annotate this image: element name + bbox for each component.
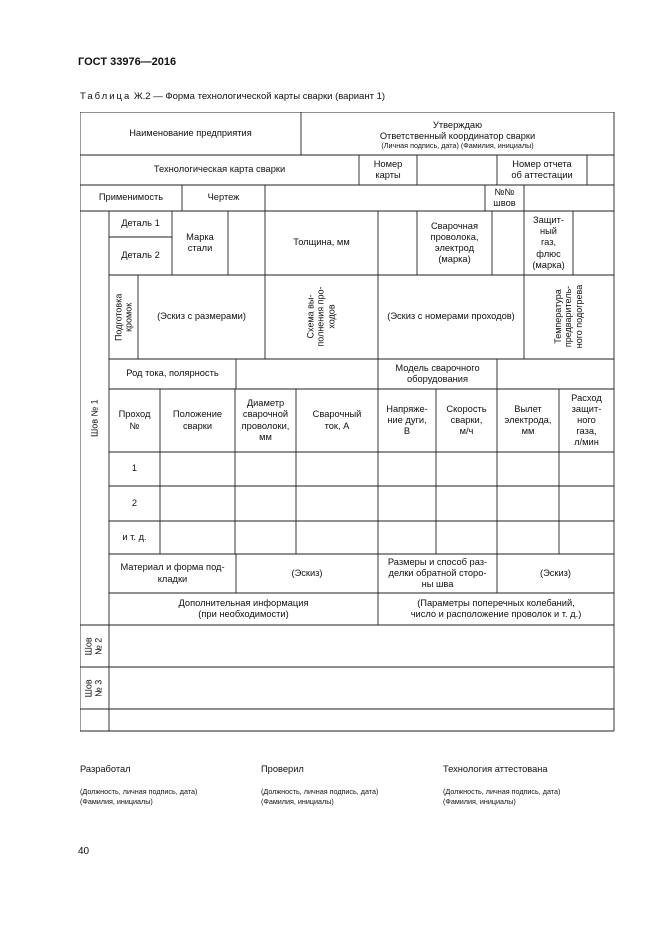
col-diameter-cell-text <box>242 398 290 443</box>
cell-text-line: сварки <box>182 420 213 431</box>
cell-text-line: № 3 <box>94 679 105 697</box>
applicability-cell-text <box>99 192 163 203</box>
steel-grade-cell <box>172 211 228 275</box>
shield-gas-cell-text <box>532 215 564 271</box>
preheat-temp-cell-text <box>553 285 584 348</box>
card-number-cell <box>359 155 417 185</box>
back-gouge-sketch-cell-text <box>540 568 571 579</box>
cell-text-line: Напряже- <box>386 403 428 414</box>
col-speed-cell <box>436 389 497 452</box>
extra-params-cell-text <box>411 598 582 620</box>
cell-text-line: газа, <box>576 426 597 437</box>
back-gouge-sketch-cell <box>497 554 614 593</box>
cell-text-line: ток, А <box>324 420 350 431</box>
cell-text-line: и т. д. <box>122 531 147 542</box>
drawing-cell-text <box>208 192 240 203</box>
col-gas-flow-cell <box>559 389 614 452</box>
seam3-label <box>80 667 109 709</box>
backing-cell-text <box>120 562 224 584</box>
cell-text-line: Ответственный координатор сварки <box>379 131 536 141</box>
pass-row-label-text <box>132 498 137 509</box>
cell-text-line: (Эскиз с размерами) <box>157 311 246 322</box>
cell-text-line: Сварочный <box>312 409 362 420</box>
col-position-cell <box>160 389 235 452</box>
seam-numbers-cell <box>485 185 524 211</box>
cell-text-line: проволока, <box>430 231 479 242</box>
cell-text-line: (марка) <box>438 254 471 265</box>
table-caption <box>80 91 385 102</box>
backing-sketch-cell <box>236 554 378 593</box>
org-name-cell-text <box>129 128 252 139</box>
shield-gas-cell <box>524 211 573 275</box>
cell-text-line: полнения про- <box>316 286 327 348</box>
seam3-label-text <box>84 679 105 697</box>
page-number: 40 <box>78 846 90 857</box>
current-type-cell-text <box>126 368 218 379</box>
org-name-cell <box>80 112 301 155</box>
cell-text-line: Защит- <box>533 215 564 226</box>
cell-text-line: электрода, <box>504 414 552 425</box>
cell-text-line: ны шва <box>421 579 454 590</box>
cell-text-line: Шов № 1 <box>89 399 100 437</box>
cell-text-line: делки обратной сторо- <box>388 567 487 578</box>
current-type-cell <box>109 359 236 389</box>
caption-prefix: Таблица <box>80 91 132 102</box>
document-standard: ГОСТ 33976—2016 <box>78 56 177 68</box>
sign-hint-cell <box>301 138 614 155</box>
steel-grade-cell-text <box>186 232 214 254</box>
cell-text-line: Схема вы- <box>305 295 316 339</box>
col-voltage-cell-text <box>386 404 428 437</box>
cell-text-line: стали <box>187 243 213 253</box>
cell-text-line: Диаметр <box>246 398 285 409</box>
cell-text-line: Толщина, мм <box>293 237 350 248</box>
col-pass-cell-text <box>119 409 151 431</box>
col-position-cell-text <box>173 409 222 431</box>
col-voltage-cell <box>378 389 436 452</box>
backing-cell <box>109 554 236 593</box>
filler-wire-cell-text <box>431 221 479 266</box>
col-gas-flow-cell-text <box>571 393 602 449</box>
cell-text-line: 2 <box>131 497 138 508</box>
part2-cell-text <box>121 250 160 261</box>
footer-certified: Технология аттестована <box>443 764 548 774</box>
cell-text-line: газ, <box>540 237 557 248</box>
cell-text-line: кромок <box>123 302 134 332</box>
pass-row-label-text <box>122 532 146 543</box>
drawing-cell <box>182 185 265 211</box>
part1-cell-text <box>121 218 160 229</box>
cell-text-line: м/ч <box>459 426 474 437</box>
footer-developed: Разработал <box>80 764 131 774</box>
cell-text-line: мм <box>259 431 272 442</box>
cell-text-line: флюс <box>536 248 561 259</box>
seam2-label-text <box>84 637 105 655</box>
preheat-temp-cell <box>524 275 614 359</box>
cell-text-line: ного <box>577 414 596 425</box>
col-speed-cell-text <box>446 404 486 437</box>
cell-text-line: (Личная подпись, дата) (Фамилия, инициалы) <box>381 141 534 151</box>
cell-text-line: Деталь 2 <box>121 250 160 261</box>
cell-text-line: сварочной <box>242 409 289 420</box>
col-pass-cell <box>109 389 160 452</box>
footer-checked: Проверил <box>261 764 304 774</box>
cell-text-line: л/мин <box>574 437 599 448</box>
cell-text-line: №№ <box>494 186 515 197</box>
cell-text-line: Проход <box>118 409 151 420</box>
sketch-passes-cell <box>378 275 524 359</box>
footer-checked-hint: (Должность, личная подпись, дата) (Фамилия, инициалы) <box>261 787 379 807</box>
cell-text-line: защит- <box>571 403 602 414</box>
report-number-cell-text <box>511 159 572 181</box>
cell-text-line: Размеры и способ раз- <box>387 556 488 567</box>
backing-sketch-cell-text <box>291 568 322 579</box>
cell-text-line: кладки <box>157 573 188 584</box>
cell-text-line: Положение <box>172 409 223 420</box>
cell-text-line: Применимость <box>98 192 164 203</box>
sign-hint-cell-text <box>381 142 533 151</box>
seam-numbers-cell-text <box>493 187 515 209</box>
footer-certified-hint: (Должность, личная подпись, дата) (Фамилия, инициалы) <box>443 787 561 807</box>
cell-text-line: (марка) <box>532 259 565 270</box>
edge-prep-cell <box>109 275 138 359</box>
cell-text-line: ного подогрева <box>574 285 585 349</box>
cell-text-line: 1 <box>131 463 138 474</box>
cell-text-line: мм <box>521 426 535 437</box>
card-title-cell-text <box>154 164 285 175</box>
part2-cell <box>109 237 172 275</box>
pass-row-label <box>109 452 160 486</box>
cell-text-line: электрод <box>434 243 475 253</box>
cell-text-line: Наименование предприятия <box>129 127 252 138</box>
report-number-cell <box>497 155 587 185</box>
cell-text-line: число и расположение проволок и т. д.) <box>410 609 582 619</box>
equipment-model-cell-text <box>395 363 479 385</box>
cell-text-line: Номер отчета <box>512 158 572 169</box>
thickness-cell-text <box>293 237 349 248</box>
edge-prep-cell-text <box>113 293 134 340</box>
col-stickout-cell-text <box>505 404 552 437</box>
cell-text-line: Шов <box>84 636 95 656</box>
pass-scheme-cell-text <box>306 287 337 347</box>
caption-text: Ж.2 — Форма технологической карты сварки (вариант 1) <box>131 91 386 102</box>
pass-row-label <box>109 521 160 554</box>
col-current-cell-text <box>313 409 362 431</box>
cell-text-line: карты <box>375 170 401 180</box>
back-gouge-cell <box>378 554 497 593</box>
thickness-cell <box>265 211 378 275</box>
filler-wire-cell <box>417 211 492 275</box>
applicability-cell <box>80 185 182 211</box>
cell-text-line: (Эскиз с номерами проходов) <box>387 311 515 322</box>
cell-text-line: оборудования <box>406 374 469 384</box>
cell-text-line: Род тока, полярность <box>126 368 219 379</box>
col-current-cell <box>296 389 378 452</box>
cell-text-line: № <box>129 420 140 431</box>
cell-text-line: (Параметры поперечных колебаний, <box>417 597 575 608</box>
extra-info-cell-text <box>179 598 309 620</box>
seam2-label <box>80 625 109 667</box>
cell-text-line: сварки, <box>450 414 483 425</box>
footer-developed-hint: (Должность, личная подпись, дата) (Фамилия, инициалы) <box>80 787 198 807</box>
sketch-passes-cell-text <box>387 311 515 322</box>
cell-text-line: (Эскиз) <box>539 567 572 578</box>
equipment-model-cell <box>378 359 497 389</box>
extra-info-cell <box>109 593 378 625</box>
cell-text-line: ный <box>539 226 557 237</box>
cell-text-line: Расход <box>571 392 602 403</box>
cell-text-line: ходов <box>326 304 337 330</box>
cell-text-line: (при необходимости) <box>198 609 289 619</box>
cell-text-line: об аттестации <box>511 170 573 180</box>
cell-text-line: Модель сварочного <box>395 362 480 373</box>
back-gouge-cell-text <box>388 557 487 590</box>
cell-text-line: Вылет <box>514 403 542 414</box>
cell-text-line: предваритель- <box>563 286 574 348</box>
cell-text-line: Технологическая карта сварки <box>153 164 286 175</box>
sketch-dims-cell-text <box>157 311 246 322</box>
cell-text-line: швов <box>493 198 516 208</box>
card-number-cell-text <box>374 159 403 181</box>
card-title-cell <box>80 155 359 185</box>
cell-text-line: Дополнительная информация <box>178 597 309 608</box>
cell-text-line: Шов <box>84 678 95 698</box>
cell-text-line: Марка <box>186 231 214 242</box>
cell-text-line: Деталь 1 <box>121 218 160 229</box>
cell-text-line: В <box>403 426 411 437</box>
seam1-label <box>80 211 109 625</box>
cell-text-line: Скорость <box>446 403 487 414</box>
col-diameter-cell <box>235 389 296 452</box>
cell-text-line: проволоки, <box>241 420 290 431</box>
extra-params-cell <box>378 593 614 625</box>
cell-text-line: (Эскиз) <box>291 567 323 578</box>
cell-text-line: ние дуги, <box>387 414 427 425</box>
sketch-dims-cell <box>138 275 265 359</box>
cell-text-line: Номер <box>373 158 403 169</box>
cell-text-line: Сварочная <box>430 220 479 231</box>
pass-row-label-text <box>132 463 137 474</box>
cell-text-line: Чертеж <box>207 192 240 203</box>
seam1-label-text <box>89 399 99 437</box>
cell-text-line: Температура <box>553 289 564 345</box>
pass-row-label <box>109 486 160 521</box>
part1-cell <box>109 211 172 237</box>
cell-text-line: Подготовка <box>113 293 124 341</box>
cell-text-line: № 2 <box>94 637 105 655</box>
col-stickout-cell <box>497 389 559 452</box>
cell-text-line: Утверждаю <box>432 119 483 130</box>
pass-scheme-cell <box>265 275 378 359</box>
cell-text-line: Материал и форма под- <box>120 562 225 573</box>
